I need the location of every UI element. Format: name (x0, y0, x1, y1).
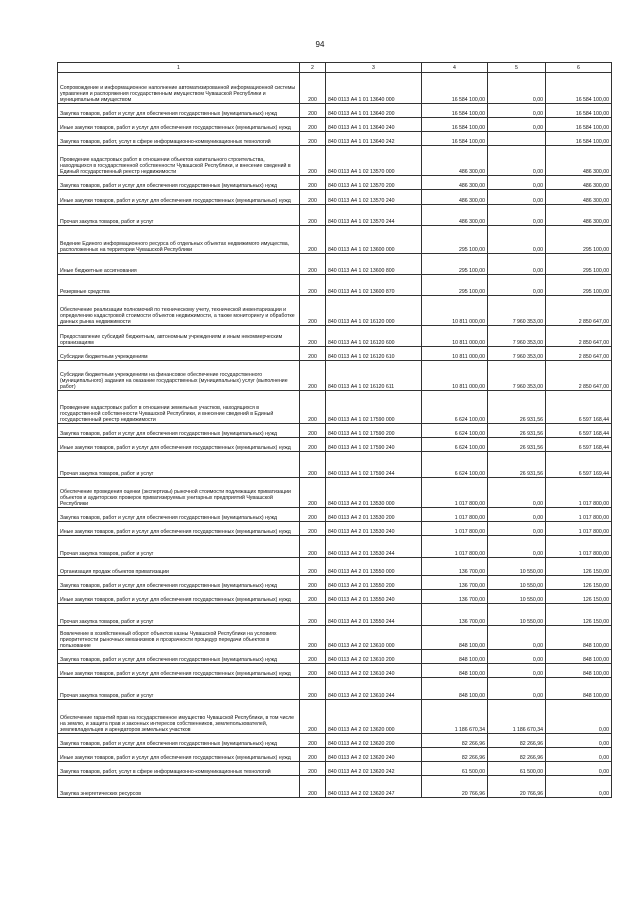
row-amount-cell: 16 584 100,00 (546, 118, 612, 132)
row-amount-cell: 26 931,56 (488, 438, 546, 452)
row-name-cell: Обеспечение проведения оценки (экспертизы) рыночной стоимости подлежащих приватизации объектов и аудиторских проверок приватизируемых унитарных предприятий Чувашской Республики (58, 478, 300, 508)
table-row (58, 604, 612, 626)
table-row (58, 296, 612, 326)
row-amount-cell: 0,00 (488, 508, 546, 522)
row-amount-cell: 848 100,00 (422, 664, 488, 678)
row-code-cell: 840 0113 А4 1 02 13600 870 (326, 275, 422, 296)
row-code-cell: 840 0113 А4 2 01 13530 000 (326, 478, 422, 508)
row-amount-cell: 136 700,00 (422, 558, 488, 576)
row-amount-cell: 0,00 (488, 205, 546, 226)
table-row (58, 254, 612, 275)
row-name-cell: Предоставление субсидий бюджетным, автономным учреждениям и иным некоммерческим организациям (58, 326, 300, 347)
row-amount-cell: 2 850 647,00 (546, 361, 612, 391)
row-amount-cell: 10 550,00 (488, 558, 546, 576)
row-amount-cell: 10 811 000,00 (422, 326, 488, 347)
row-name-cell: Иные закупки товаров, работ и услуг для обеспечения государственных (муниципальных) нужд (58, 748, 300, 762)
row-amount-cell: 26 931,56 (488, 391, 546, 424)
row-amount-cell: 16 584 100,00 (422, 104, 488, 118)
row-amount-cell: 20 766,96 (488, 776, 546, 798)
column-header: 2 (300, 63, 326, 73)
row-amount-cell: 6 597 168,44 (546, 438, 612, 452)
table-row (58, 576, 612, 590)
table-row (58, 762, 612, 776)
row-admin-cell: 200 (300, 478, 326, 508)
row-amount-cell: 20 766,96 (422, 776, 488, 798)
row-amount-cell: 1 017 800,00 (422, 522, 488, 536)
table-row (58, 326, 612, 347)
row-amount-cell: 486 300,00 (546, 205, 612, 226)
row-amount-cell: 126 150,00 (546, 576, 612, 590)
row-admin-cell: 200 (300, 776, 326, 798)
row-amount-cell: 295 100,00 (546, 275, 612, 296)
row-amount-cell: 1 017 800,00 (422, 508, 488, 522)
page-number: 94 (315, 40, 325, 49)
row-amount-cell: 6 624 100,00 (422, 391, 488, 424)
row-amount-cell: 295 100,00 (422, 275, 488, 296)
table-row (58, 132, 612, 146)
row-amount-cell: 136 700,00 (422, 604, 488, 626)
table-row (58, 536, 612, 558)
row-code-cell: 840 0113 А4 1 01 13640 240 (326, 118, 422, 132)
row-admin-cell: 200 (300, 678, 326, 700)
table-body (58, 73, 612, 798)
row-code-cell: 840 0113 А4 2 01 13550 200 (326, 576, 422, 590)
row-amount-cell: 0,00 (488, 73, 546, 104)
row-amount-cell: 61 500,00 (488, 762, 546, 776)
row-amount-cell: 0,00 (488, 176, 546, 190)
table-row (58, 776, 612, 798)
row-code-cell: 840 0113 А4 1 02 17590 200 (326, 424, 422, 438)
row-name-cell: Сопровождение и информационное наполнение автоматизированной информационной системы управления и распоряжения государственным имуществом Чувашской Республики и муниципальным имуществом (58, 73, 300, 104)
row-amount-cell: 16 584 100,00 (546, 132, 612, 146)
row-admin-cell: 200 (300, 205, 326, 226)
row-admin-cell: 200 (300, 146, 326, 176)
row-name-cell: Прочая закупка товаров, работ и услуг (58, 205, 300, 226)
row-name-cell: Закупка товаров, работ и услуг для обеспечения государственных (муниципальных) нужд (58, 734, 300, 748)
row-amount-cell: 10 811 000,00 (422, 296, 488, 326)
row-code-cell: 840 0113 А4 2 02 13620 242 (326, 762, 422, 776)
column-header: 3 (326, 63, 422, 73)
row-amount-cell: 0,00 (488, 226, 546, 254)
row-amount-cell: 16 584 100,00 (422, 132, 488, 146)
row-amount-cell: 136 700,00 (422, 576, 488, 590)
row-amount-cell: 16 584 100,00 (422, 73, 488, 104)
table-row (58, 347, 612, 361)
row-code-cell: 840 0113 А4 2 01 13530 200 (326, 508, 422, 522)
table-row (58, 650, 612, 664)
row-code-cell: 840 0113 А4 1 01 13640 242 (326, 132, 422, 146)
row-code-cell: 840 0113 А4 1 02 13600 000 (326, 226, 422, 254)
row-amount-cell: 6 597 168,44 (546, 391, 612, 424)
row-amount-cell: 7 960 353,00 (488, 361, 546, 391)
row-admin-cell: 200 (300, 536, 326, 558)
row-amount-cell: 0,00 (488, 104, 546, 118)
table-row (58, 664, 612, 678)
row-name-cell: Закупка товаров, работ, услуг в сфере информационно-коммуникационных технологий (58, 132, 300, 146)
table-row (58, 478, 612, 508)
row-amount-cell: 0,00 (546, 700, 612, 734)
row-amount-cell: 0,00 (488, 190, 546, 205)
row-admin-cell: 200 (300, 424, 326, 438)
row-amount-cell: 295 100,00 (422, 226, 488, 254)
table-row (58, 176, 612, 190)
row-name-cell: Закупка товаров, работ и услуг для обеспечения государственных (муниципальных) нужд (58, 650, 300, 664)
row-name-cell: Прочая закупка товаров, работ и услуг (58, 452, 300, 478)
row-amount-cell: 486 300,00 (546, 190, 612, 205)
row-amount-cell: 1 017 800,00 (546, 478, 612, 508)
row-admin-cell: 200 (300, 326, 326, 347)
row-amount-cell: 0,00 (488, 522, 546, 536)
row-amount-cell: 848 100,00 (546, 650, 612, 664)
row-name-cell: Закупка энергетических ресурсов (58, 776, 300, 798)
row-admin-cell: 200 (300, 361, 326, 391)
row-admin-cell: 200 (300, 748, 326, 762)
row-amount-cell: 10 811 000,00 (422, 361, 488, 391)
row-code-cell: 840 0113 А4 1 02 13570 200 (326, 176, 422, 190)
row-amount-cell: 6 624 100,00 (422, 438, 488, 452)
row-code-cell: 840 0113 А4 2 02 13620 200 (326, 734, 422, 748)
row-code-cell: 840 0113 А4 2 02 13610 240 (326, 664, 422, 678)
row-amount-cell: 126 150,00 (546, 590, 612, 604)
table-row (58, 700, 612, 734)
table-row (58, 522, 612, 536)
row-amount-cell: 6 597 168,44 (546, 424, 612, 438)
row-name-cell: Субсидии бюджетным учреждениям на финансовое обеспечение государственного (муниципального) задания на оказание государственных (муниципальных) услуг (выполнение работ) (58, 361, 300, 391)
row-admin-cell: 200 (300, 650, 326, 664)
row-amount-cell: 26 931,56 (488, 424, 546, 438)
row-amount-cell: 848 100,00 (422, 650, 488, 664)
row-amount-cell: 6 597 169,44 (546, 452, 612, 478)
row-code-cell: 840 0113 А4 1 01 13640 000 (326, 73, 422, 104)
row-code-cell: 840 0113 А4 2 01 13550 240 (326, 590, 422, 604)
row-code-cell: 840 0113 А4 2 01 13550 000 (326, 558, 422, 576)
row-code-cell: 840 0113 А4 2 01 13530 240 (326, 522, 422, 536)
row-code-cell: 840 0113 А4 1 02 13600 800 (326, 254, 422, 275)
row-admin-cell: 200 (300, 132, 326, 146)
row-name-cell: Закупка товаров, работ и услуг для обеспечения государственных (муниципальных) нужд (58, 508, 300, 522)
row-admin-cell: 200 (300, 254, 326, 275)
column-header: 5 (488, 63, 546, 73)
row-code-cell: 840 0113 А4 2 02 13620 247 (326, 776, 422, 798)
row-amount-cell: 6 624 100,00 (422, 424, 488, 438)
table-row (58, 558, 612, 576)
row-amount-cell: 0,00 (488, 650, 546, 664)
row-amount-cell: 82 266,96 (422, 748, 488, 762)
row-amount-cell: 0,00 (488, 275, 546, 296)
row-admin-cell: 200 (300, 558, 326, 576)
row-code-cell: 840 0113 А4 1 02 13570 000 (326, 146, 422, 176)
row-amount-cell: 1 017 800,00 (422, 478, 488, 508)
row-amount-cell: 0,00 (488, 678, 546, 700)
row-amount-cell: 486 300,00 (422, 176, 488, 190)
row-amount-cell: 1 017 800,00 (546, 536, 612, 558)
row-amount-cell: 1 017 800,00 (546, 522, 612, 536)
row-admin-cell: 200 (300, 664, 326, 678)
row-name-cell: Прочая закупка товаров, работ и услуг (58, 536, 300, 558)
row-amount-cell: 7 960 353,00 (488, 347, 546, 361)
row-amount-cell: 126 150,00 (546, 558, 612, 576)
row-amount-cell: 10 550,00 (488, 604, 546, 626)
row-name-cell: Проведение кадастровых работ в отношении объектов капитального строительства, находящихся в государственной собственности Чувашской Республики, и внесение сведений в Единый государственный реестр недвижимости (58, 146, 300, 176)
column-header: 4 (422, 63, 488, 73)
table-row (58, 73, 612, 104)
row-amount-cell: 0,00 (488, 254, 546, 275)
table-row (58, 118, 612, 132)
row-admin-cell: 200 (300, 176, 326, 190)
row-amount-cell (488, 132, 546, 146)
row-code-cell: 840 0113 А4 2 02 13610 000 (326, 626, 422, 650)
row-code-cell: 840 0113 А4 1 02 16120 611 (326, 361, 422, 391)
row-name-cell: Закупка товаров, работ и услуг для обеспечения государственных (муниципальных) нужд (58, 104, 300, 118)
row-amount-cell: 26 931,56 (488, 452, 546, 478)
table-row (58, 275, 612, 296)
row-admin-cell: 200 (300, 522, 326, 536)
row-amount-cell: 486 300,00 (422, 146, 488, 176)
table-row (58, 104, 612, 118)
row-amount-cell: 16 584 100,00 (546, 104, 612, 118)
row-admin-cell: 200 (300, 296, 326, 326)
row-code-cell: 840 0113 А4 1 02 16120 600 (326, 326, 422, 347)
row-code-cell: 840 0113 А4 2 02 13620 000 (326, 700, 422, 734)
budget-table (57, 62, 612, 798)
row-admin-cell: 200 (300, 762, 326, 776)
row-admin-cell: 200 (300, 118, 326, 132)
row-admin-cell: 200 (300, 226, 326, 254)
column-header: 1 (58, 63, 300, 73)
row-amount-cell: 848 100,00 (422, 678, 488, 700)
row-amount-cell: 0,00 (488, 118, 546, 132)
table-row (58, 590, 612, 604)
row-amount-cell: 848 100,00 (546, 626, 612, 650)
row-name-cell: Иные закупки товаров, работ и услуг для обеспечения государственных (муниципальных) нужд (58, 590, 300, 604)
row-name-cell: Проведение кадастровых работ в отношении земельных участков, находящихся в государственной собственности Чувашской Республики, и внесение сведений в Единый государственный реестр недвижимости (58, 391, 300, 424)
row-amount-cell: 0,00 (546, 734, 612, 748)
table-row (58, 424, 612, 438)
table-row (58, 391, 612, 424)
row-admin-cell: 200 (300, 73, 326, 104)
row-amount-cell: 7 960 353,00 (488, 326, 546, 347)
row-amount-cell: 486 300,00 (546, 176, 612, 190)
row-amount-cell: 2 850 647,00 (546, 296, 612, 326)
row-amount-cell: 848 100,00 (422, 626, 488, 650)
row-admin-cell: 200 (300, 590, 326, 604)
row-admin-cell: 200 (300, 438, 326, 452)
row-name-cell: Организация продаж объектов приватизации (58, 558, 300, 576)
row-name-cell: Обеспечение реализации полномочий по техническому учету, технической инвентаризации и определению кадастровой стоимости объектов недвижимости, а также мониторингу и обработке данных рынка недвижимости (58, 296, 300, 326)
row-code-cell: 840 0113 А4 1 02 17590 240 (326, 438, 422, 452)
table-row (58, 361, 612, 391)
row-name-cell: Иные закупки товаров, работ и услуг для обеспечения государственных (муниципальных) нужд (58, 190, 300, 205)
row-admin-cell: 200 (300, 347, 326, 361)
row-admin-cell: 200 (300, 452, 326, 478)
row-name-cell: Иные закупки товаров, работ и услуг для обеспечения государственных (муниципальных) нужд (58, 522, 300, 536)
row-name-cell: Иные закупки товаров, работ и услуг для обеспечения государственных (муниципальных) нужд (58, 438, 300, 452)
row-code-cell: 840 0113 А4 1 01 13640 200 (326, 104, 422, 118)
row-amount-cell: 486 300,00 (422, 205, 488, 226)
row-amount-cell: 10 550,00 (488, 590, 546, 604)
row-name-cell: Субсидии бюджетным учреждениям (58, 347, 300, 361)
row-name-cell: Прочая закупка товаров, работ и услуг (58, 604, 300, 626)
row-name-cell: Иные закупки товаров, работ и услуг для обеспечения государственных (муниципальных) нужд (58, 118, 300, 132)
row-code-cell: 840 0113 А4 2 01 13550 244 (326, 604, 422, 626)
row-amount-cell: 0,00 (488, 626, 546, 650)
row-name-cell: Закупка товаров, работ и услуг для обеспечения государственных (муниципальных) нужд (58, 576, 300, 590)
row-code-cell: 840 0113 А4 1 02 13570 244 (326, 205, 422, 226)
row-amount-cell: 82 266,96 (488, 748, 546, 762)
table-row (58, 438, 612, 452)
row-amount-cell: 16 584 100,00 (546, 73, 612, 104)
row-amount-cell: 1 186 670,34 (422, 700, 488, 734)
row-amount-cell: 0,00 (488, 536, 546, 558)
row-amount-cell: 2 850 647,00 (546, 326, 612, 347)
row-amount-cell: 1 186 670,34 (488, 700, 546, 734)
row-amount-cell: 848 100,00 (546, 664, 612, 678)
row-amount-cell: 61 500,00 (422, 762, 488, 776)
row-amount-cell: 136 700,00 (422, 590, 488, 604)
row-name-cell: Резервные средства (58, 275, 300, 296)
row-name-cell: Вовлечение в хозяйственный оборот объектов казны Чувашской Республики на условиях приоритетности рыночных механизмов и прозрачности процедур передачи объектов в пользование (58, 626, 300, 650)
row-amount-cell: 0,00 (546, 776, 612, 798)
row-amount-cell: 295 100,00 (546, 226, 612, 254)
row-amount-cell: 10 811 000,00 (422, 347, 488, 361)
row-admin-cell: 200 (300, 104, 326, 118)
row-amount-cell: 1 017 800,00 (546, 508, 612, 522)
row-code-cell: 840 0113 А4 2 02 13610 200 (326, 650, 422, 664)
row-name-cell: Иные закупки товаров, работ и услуг для обеспечения государственных (муниципальных) нужд (58, 664, 300, 678)
table-row (58, 205, 612, 226)
row-name-cell: Закупка товаров, работ, услуг в сфере информационно-коммуникационных технологий (58, 762, 300, 776)
row-amount-cell: 7 960 353,00 (488, 296, 546, 326)
row-amount-cell: 0,00 (546, 762, 612, 776)
table-row (58, 748, 612, 762)
row-code-cell: 840 0113 А4 1 02 16120 610 (326, 347, 422, 361)
row-amount-cell: 0,00 (488, 478, 546, 508)
table-header-row (58, 63, 612, 73)
table-row (58, 734, 612, 748)
row-amount-cell: 10 550,00 (488, 576, 546, 590)
row-code-cell: 840 0113 А4 1 02 17590 000 (326, 391, 422, 424)
row-amount-cell: 486 300,00 (422, 190, 488, 205)
row-code-cell: 840 0113 А4 1 02 17590 244 (326, 452, 422, 478)
row-amount-cell: 82 266,96 (488, 734, 546, 748)
table-row (58, 508, 612, 522)
row-admin-cell: 200 (300, 604, 326, 626)
row-amount-cell: 0,00 (488, 664, 546, 678)
row-name-cell: Ведение Единого информационного ресурса об отдельных объектах недвижимого имущества, расположенных на территории Чувашской Республики (58, 226, 300, 254)
table-row (58, 452, 612, 478)
row-admin-cell: 200 (300, 508, 326, 522)
row-amount-cell: 848 100,00 (546, 678, 612, 700)
row-amount-cell: 295 100,00 (546, 254, 612, 275)
table-row (58, 190, 612, 205)
row-admin-cell: 200 (300, 275, 326, 296)
row-code-cell: 840 0113 А4 2 02 13610 244 (326, 678, 422, 700)
row-name-cell: Прочая закупка товаров, работ и услуг (58, 678, 300, 700)
row-admin-cell: 200 (300, 190, 326, 205)
column-header: 6 (546, 63, 612, 73)
row-code-cell: 840 0113 А4 1 02 13570 240 (326, 190, 422, 205)
table-row (58, 226, 612, 254)
row-code-cell: 840 0113 А4 1 02 16120 000 (326, 296, 422, 326)
row-amount-cell: 0,00 (488, 146, 546, 176)
table-row (58, 626, 612, 650)
row-code-cell: 840 0113 А4 2 02 13620 240 (326, 748, 422, 762)
row-admin-cell: 200 (300, 576, 326, 590)
table-row (58, 678, 612, 700)
row-amount-cell: 2 850 647,00 (546, 347, 612, 361)
row-admin-cell: 200 (300, 391, 326, 424)
row-amount-cell: 16 584 100,00 (422, 118, 488, 132)
row-name-cell: Закупка товаров, работ и услуг для обеспечения государственных (муниципальных) нужд (58, 424, 300, 438)
row-amount-cell: 1 017 800,00 (422, 536, 488, 558)
row-amount-cell: 126 150,00 (546, 604, 612, 626)
table-row (58, 146, 612, 176)
row-admin-cell: 200 (300, 700, 326, 734)
row-amount-cell: 295 100,00 (422, 254, 488, 275)
row-name-cell: Закупка товаров, работ и услуг для обеспечения государственных (муниципальных) нужд (58, 176, 300, 190)
row-amount-cell: 486 300,00 (546, 146, 612, 176)
row-admin-cell: 200 (300, 734, 326, 748)
row-amount-cell: 0,00 (546, 748, 612, 762)
row-admin-cell: 200 (300, 626, 326, 650)
row-amount-cell: 82 266,96 (422, 734, 488, 748)
row-amount-cell: 6 624 100,00 (422, 452, 488, 478)
row-code-cell: 840 0113 А4 2 01 13530 244 (326, 536, 422, 558)
row-name-cell: Иные бюджетные ассигнования (58, 254, 300, 275)
row-name-cell: Обеспечение гарантий прав на государственное имущество Чувашской Республики, в том числе на землю, и защита прав и законных интересов собственников, землепользователей, землевладельцев и арендаторов земельных участков (58, 700, 300, 734)
